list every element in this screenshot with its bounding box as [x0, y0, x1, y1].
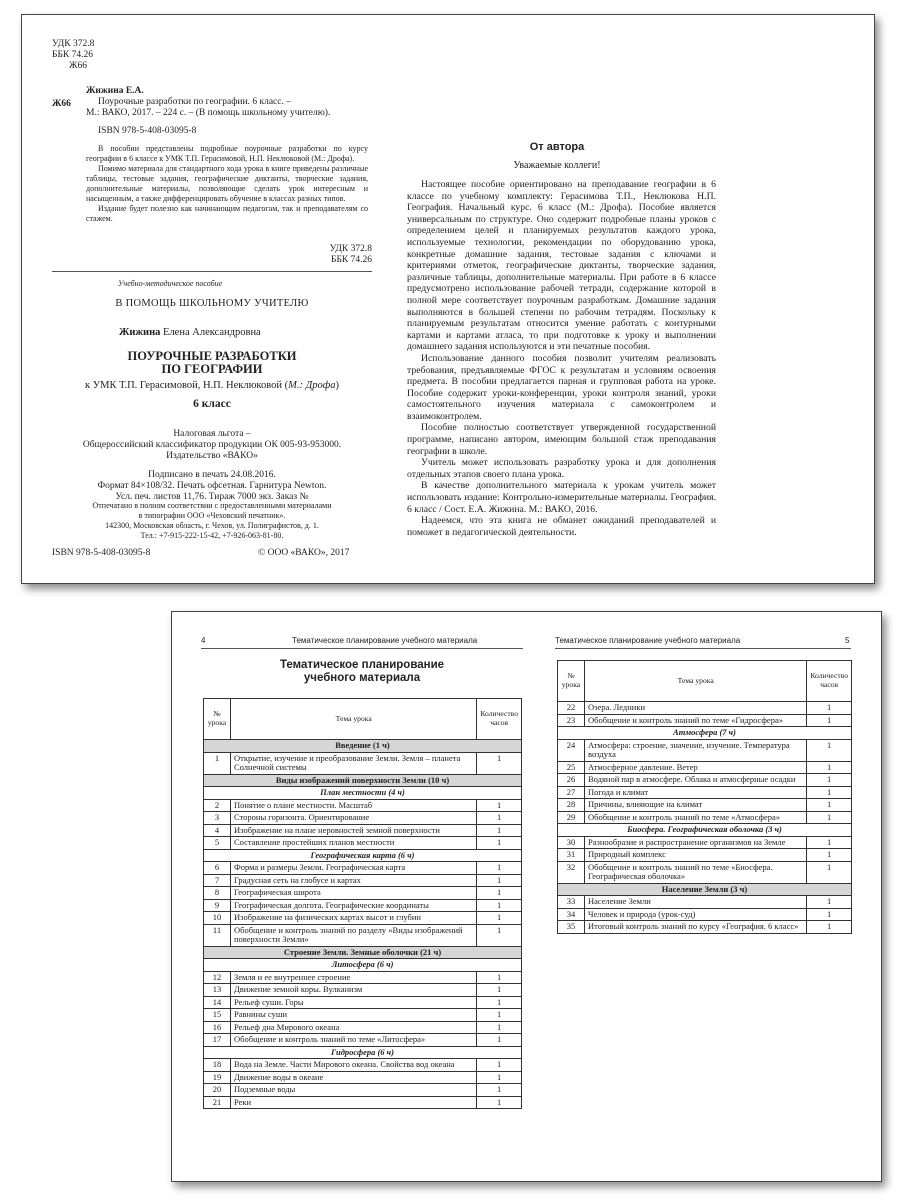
table-row: [204, 874, 522, 887]
preface-paragraph: Надеемся, что эта книга не обманет ожиданий преподавателей и поможет в педагогической деятельности.: [407, 515, 716, 538]
imprint-line-2: Общероссийский классификатор продукции ОК 005-93-953000.: [82, 440, 342, 450]
umk-prefix: к УМК Т.П. Герасимовой, Н.П. Неклюковой (: [84, 380, 289, 391]
running-head-rule-left: [201, 648, 523, 649]
lesson-number: 8: [204, 887, 231, 900]
subsection-header-row: [558, 727, 852, 740]
subsection-title: План местности (4 ч): [204, 787, 522, 800]
planning-title-line-1: Тематическое планирование: [279, 659, 445, 671]
lesson-topic: Движение земной коры. Вулканизм: [231, 984, 477, 997]
table-row: [204, 752, 522, 774]
lesson-hours: 1: [477, 812, 522, 825]
table-row: [558, 774, 852, 787]
bbk-right-code: ББК 74.26: [331, 255, 372, 265]
col-header-topic: Тема урока: [585, 661, 807, 702]
lesson-number: 32: [558, 861, 585, 883]
table-row: [204, 1084, 522, 1097]
table-row: [558, 714, 852, 727]
lesson-number: 33: [558, 896, 585, 909]
lesson-topic: Составление простейших планов местности: [231, 837, 477, 850]
preface-paragraph: Настоящее пособие ориентировано на преподавание географии в 6 классе по учебному комплекту: Герасимова Т.П., Неклюкова Н.П. География. Начальный курс. 6 класс (М.: Дрофа). Пособие является универсальным по структуре. Оно содержит подробные планы уроков с определением целей и планируемых результатов каждого урока, используемые технологии, рекомендации по оборудованию урока, конкретные домашние задания, тестовые задания с ключами и критериями отметок, географические диктанты, творческие задания, различные таблицы, дополнительные материалы. При работе в 6 классе предусмотрено использование рабочей тетради, содержание которой в полной мере соответствует поурочным разработкам. Домашние задания выполняются в большей степени по рабочим тетрадям. Поскольку к планируемым результатам относится умение работать с контурными картами и картами атласа, то при подготовке к уроку и выполнении домашнего задания используются и эти печатные пособия.: [407, 179, 716, 353]
lesson-topic: Обобщение и контроль знаний по теме «Биосфера. Географическая оболочка»: [585, 861, 807, 883]
lesson-hours: 1: [807, 714, 852, 727]
col-header-number: № урока: [204, 699, 231, 740]
lesson-number: 34: [558, 908, 585, 921]
divider: [52, 271, 372, 272]
subsection-header-row: [204, 959, 522, 972]
table-row: [204, 824, 522, 837]
planning-table-left: [203, 698, 522, 1109]
table-row: [558, 761, 852, 774]
lesson-hours: 1: [477, 899, 522, 912]
lesson-topic: Изображение на физических картах высот и глубин: [231, 912, 477, 925]
print-line-3: Усл. печ. листов 11,76. Тираж 7000 экз. Заказ №: [115, 492, 309, 502]
abstract-p3: Издание будет полезно как начинающим педагогам, так и преподавателям со стажем.: [86, 204, 368, 223]
grade: 6 класс: [193, 398, 231, 410]
table-row: [204, 971, 522, 984]
lesson-hours: 1: [807, 849, 852, 862]
author-surname: Жижина: [119, 327, 161, 338]
lesson-topic: Стороны горизонта. Ориентирование: [231, 812, 477, 825]
lesson-topic: Обобщение и контроль знаний по разделу «Виды изображений поверхности Земли»: [231, 924, 477, 946]
section-title: Строение Земли. Земные оболочки (21 ч): [204, 946, 522, 959]
bbk-code: ББК 74.26: [52, 50, 93, 60]
lesson-hours: 1: [477, 752, 522, 774]
lesson-number: 15: [204, 1009, 231, 1022]
page-number-left: 4: [201, 636, 206, 645]
lesson-topic: Озера. Ледники: [585, 702, 807, 715]
print-info: [52, 470, 372, 503]
lesson-topic: Атмосферное давление. Ветер: [585, 761, 807, 774]
lesson-hours: 1: [807, 921, 852, 934]
lesson-number: 11: [204, 924, 231, 946]
table-row: [558, 849, 852, 862]
lesson-number: 24: [558, 739, 585, 761]
lesson-hours: 1: [807, 702, 852, 715]
lesson-number: 30: [558, 836, 585, 849]
lesson-topic: Движение воды в океане: [231, 1071, 477, 1084]
book-spread-imprint: [21, 14, 875, 584]
table-row: [204, 996, 522, 1009]
subsection-title: Литосфера (6 ч): [204, 959, 522, 972]
table-row: [558, 836, 852, 849]
lesson-topic: Водяной пар в атмосфере. Облака и атмосферные осадки: [585, 774, 807, 787]
lesson-hours: 1: [807, 811, 852, 824]
lesson-number: 5: [204, 837, 231, 850]
isbn-top: ISBN 978-5-408-03095-8: [98, 126, 197, 136]
lesson-number: 18: [204, 1059, 231, 1072]
lesson-hours: 1: [477, 984, 522, 997]
lesson-hours: 1: [807, 908, 852, 921]
lesson-topic: Причины, влияющие на климат: [585, 799, 807, 812]
lesson-hours: 1: [477, 1059, 522, 1072]
subsection-title: Атмосфера (7 ч): [558, 727, 852, 740]
table-row: [204, 984, 522, 997]
lesson-topic: Разнообразие и распространение организмов на Земле: [585, 836, 807, 849]
lesson-hours: 1: [477, 862, 522, 875]
author-code: Ж66: [69, 61, 88, 71]
lesson-hours: 1: [807, 786, 852, 799]
lesson-hours: 1: [477, 887, 522, 900]
lesson-hours: 1: [807, 896, 852, 909]
lesson-number: 17: [204, 1034, 231, 1047]
lesson-hours: 1: [807, 799, 852, 812]
biblio-line-2: М.: ВАКО, 2017. – 224 с. – (В помощь школьному учителю).: [86, 108, 331, 118]
lesson-hours: 1: [477, 996, 522, 1009]
table-row: [204, 837, 522, 850]
subsection-header-row: [204, 787, 522, 800]
lesson-number: 9: [204, 899, 231, 912]
abstract-p1: В пособии представлены подробные поурочные разработки по курсу географии в 6 классе к УМК Т.П. Герасимовой, Н.П. Неклюковой (М.: Дрофа).: [86, 144, 368, 163]
subsection-title: Биосфера. Географическая оболочка (3 ч): [558, 824, 852, 837]
biblio-entry: [86, 86, 371, 137]
abstract: [86, 144, 368, 224]
lesson-topic: Рельеф суши. Горы: [231, 996, 477, 1009]
lesson-number: 10: [204, 912, 231, 925]
lesson-hours: 1: [477, 1071, 522, 1084]
lesson-number: 6: [204, 862, 231, 875]
copyright: © ООО «ВАКО», 2017: [258, 548, 350, 558]
lesson-topic: Изображение на плане неровностей земной поверхности: [231, 824, 477, 837]
imprint-line-1: Налоговая льгота –: [173, 429, 251, 439]
table-row: [204, 924, 522, 946]
table-row: [204, 1096, 522, 1109]
planning-title: [201, 659, 523, 685]
book-spread-planning: [171, 611, 882, 1182]
section-title: Виды изображений поверхности Земли (10 ч): [204, 774, 522, 787]
lesson-number: 13: [204, 984, 231, 997]
lesson-number: 12: [204, 971, 231, 984]
lesson-topic: Реки: [231, 1096, 477, 1109]
table-row: [558, 921, 852, 934]
lesson-number: 28: [558, 799, 585, 812]
lesson-topic: Погода и климат: [585, 786, 807, 799]
author-preface-heading: От автора: [529, 141, 585, 153]
lesson-topic: Географическая долгота. Географические координаты: [231, 899, 477, 912]
lesson-number: 1: [204, 752, 231, 774]
lesson-number: 21: [204, 1096, 231, 1109]
lesson-topic: Природный комплекс: [585, 849, 807, 862]
section-title: Введение (1 ч): [204, 740, 522, 753]
lesson-number: 3: [204, 812, 231, 825]
lesson-topic: Подземные воды: [231, 1084, 477, 1097]
subsection-header-row: [558, 824, 852, 837]
biblio-line-1: Поурочные разработки по географии. 6 класс. –: [98, 97, 291, 107]
abstract-p2: Помимо материала для стандартного хода урока в книге приведены различные таблицы, тестовые задания, географические диктанты, творческие задания, дополнительные материалы, позволяющие сделать урок интересным и насыщенным, а также дифференцировать обучение в классах разных типов.: [86, 164, 368, 203]
col-header-topic: Тема урока: [231, 699, 477, 740]
umk-suffix: ): [335, 380, 340, 391]
lesson-hours: 1: [807, 761, 852, 774]
lesson-hours: 1: [477, 1096, 522, 1109]
lesson-topic: Обобщение и контроль знаний по теме «Гидросфера»: [585, 714, 807, 727]
lesson-hours: 1: [477, 1021, 522, 1034]
print-line-2: Формат 84×108/32. Печать офсетная. Гарнитура Newton.: [97, 481, 327, 491]
umk-line: [52, 380, 372, 392]
udk-block: [52, 39, 112, 72]
lesson-topic: Понятие о плане местности. Масштаб: [231, 799, 477, 812]
printer-line-3: 142300, Московская область, г. Чехов, ул. Полиграфистов, д. 1.: [105, 521, 319, 530]
lesson-topic: Обобщение и контроль знаний по теме «Атмосфера»: [585, 811, 807, 824]
lesson-number: 7: [204, 874, 231, 887]
lesson-hours: 1: [477, 924, 522, 946]
book-title: [52, 350, 372, 376]
lesson-number: 35: [558, 921, 585, 934]
lesson-topic: Географическая широта: [231, 887, 477, 900]
preface-paragraph: Использование данного пособия позволит учителям реализовать требования, предъявляемые ФГОС к результатам и условиям освоения предмета. В пособии предлагается парная и групповая работа на уроке. Пособие содержит уроки-конференции, уроки контроля знаний, уроки самостоятельного изучения материала с самоконтролем и взаимоконтролем.: [407, 352, 716, 422]
lesson-topic: Земля и ее внутреннее строение: [231, 971, 477, 984]
author-full-name: [119, 327, 261, 339]
col-header-number: № урока: [558, 661, 585, 702]
col-header-hours: Количество часов: [807, 661, 852, 702]
greeting: Уважаемые коллеги!: [513, 160, 601, 171]
lesson-hours: 1: [477, 874, 522, 887]
table-row: [204, 912, 522, 925]
author-preface-body: [407, 179, 716, 538]
lesson-topic: Форма и размеры Земли. Географическая карта: [231, 862, 477, 875]
lesson-topic: Человек и природа (урок-суд): [585, 908, 807, 921]
imprint-line-3: Издательство «ВАКО»: [166, 451, 258, 461]
table-row: [558, 908, 852, 921]
section-header-row: [204, 740, 522, 753]
table-row: [204, 1009, 522, 1022]
lesson-topic: Итоговый контроль знаний по курсу «География. 6 класс»: [585, 921, 807, 934]
lesson-hours: 1: [807, 774, 852, 787]
lesson-number: 20: [204, 1084, 231, 1097]
table-row: [204, 1071, 522, 1084]
table-row: [558, 811, 852, 824]
preface-paragraph: Пособие полностью соответствует утвержденной государственной программе, написано автором, имеющим большой стаж преподавания географии в школе.: [407, 422, 716, 457]
lesson-number: 29: [558, 811, 585, 824]
table-row: [204, 812, 522, 825]
page-number-right: 5: [845, 636, 850, 645]
series: В ПОМОЩЬ ШКОЛЬНОМУ УЧИТЕЛЮ: [115, 298, 309, 309]
subsection-header-row: [204, 1046, 522, 1059]
lesson-hours: 1: [477, 1084, 522, 1097]
subsection-header-row: [204, 849, 522, 862]
lesson-hours: 1: [477, 1034, 522, 1047]
running-head-left: Тематическое планирование учебного материала: [292, 636, 478, 645]
section-title: Население Земли (3 ч): [558, 883, 852, 896]
running-head-rule-right: [555, 648, 851, 649]
isbn-bottom: ISBN 978-5-408-03095-8: [52, 548, 151, 558]
print-line-1: Подписано в печать 24.08.2016.: [148, 470, 276, 480]
book-title-line-1: ПОУРОЧНЫЕ РАЗРАБОТКИ: [127, 349, 297, 363]
lesson-number: 4: [204, 824, 231, 837]
printer-line-4: Тел.: +7-915-222-15-42, +7-926-063-81-80.: [140, 531, 284, 540]
lesson-topic: Население Земли: [585, 896, 807, 909]
section-header-row: [558, 883, 852, 896]
lesson-hours: 1: [477, 1009, 522, 1022]
planning-title-line-2: учебного материала: [303, 672, 421, 684]
udk-right: [282, 244, 372, 266]
running-head-right: Тематическое планирование учебного материала: [555, 636, 741, 645]
col-header-hours: Количество часов: [477, 699, 522, 740]
lesson-hours: 1: [477, 912, 522, 925]
biblio-author: Жижина Е.А.: [86, 86, 144, 96]
table-row: [558, 702, 852, 715]
lesson-topic: Атмосфера: строение, значение, изучение. Температура воздуха: [585, 739, 807, 761]
lesson-topic: Градусная сеть на глобусе и картах: [231, 874, 477, 887]
lesson-number: 26: [558, 774, 585, 787]
lesson-hours: 1: [477, 837, 522, 850]
table-row: [204, 799, 522, 812]
table-row: [204, 1059, 522, 1072]
umk-publisher: М.: Дрофа: [288, 380, 336, 391]
planning-table-right: [557, 660, 852, 934]
lesson-hours: 1: [807, 739, 852, 761]
lesson-hours: 1: [807, 861, 852, 883]
lesson-hours: 1: [477, 824, 522, 837]
printer-info: [52, 501, 372, 541]
lesson-topic: Обобщение и контроль знаний по теме «Литосфера»: [231, 1034, 477, 1047]
table-row: [558, 786, 852, 799]
lesson-hours: 1: [807, 836, 852, 849]
lesson-number: 25: [558, 761, 585, 774]
lesson-number: 2: [204, 799, 231, 812]
lesson-topic: Открытие, изучение и преобразование Земли. Земля – планета Солнечной системы: [231, 752, 477, 774]
table-row: [204, 887, 522, 900]
lesson-topic: Вода на Земле. Части Мирового океана. Свойства вод океана: [231, 1059, 477, 1072]
lesson-hours: 1: [477, 971, 522, 984]
preface-paragraph: В качестве дополнительного материала к урокам учитель может использовать издание: Контрольно-измерительные материалы. География. 6 класс / Сост. Е.А. Жижина. М.: ВАКО, 2016.: [407, 480, 716, 515]
lesson-number: 22: [558, 702, 585, 715]
table-row: [558, 739, 852, 761]
lesson-number: 19: [204, 1071, 231, 1084]
lesson-topic: Рельеф дна Мирового океана: [231, 1021, 477, 1034]
imprint-tax: [52, 429, 372, 462]
book-title-line-2: ПО ГЕОГРАФИИ: [161, 362, 263, 376]
section-header-row: [204, 946, 522, 959]
table-row: [558, 896, 852, 909]
table-row: [558, 861, 852, 883]
lesson-number: 14: [204, 996, 231, 1009]
genre: Учебно-методическое пособие: [118, 279, 223, 288]
lesson-hours: 1: [477, 799, 522, 812]
lesson-number: 23: [558, 714, 585, 727]
preface-paragraph: Учитель может использовать разработку урока и для дополнения отдельных этапов своего плана урока.: [407, 457, 716, 480]
table-row: [204, 899, 522, 912]
udk-code: УДК 372.8: [52, 39, 95, 49]
section-header-row: [204, 774, 522, 787]
lesson-number: 31: [558, 849, 585, 862]
author-code-side: Ж66: [52, 99, 71, 109]
printer-line-2: в типографии ООО «Чеховский печатник».: [138, 511, 286, 520]
lesson-number: 16: [204, 1021, 231, 1034]
udk-right-code: УДК 372.8: [329, 244, 372, 254]
lesson-number: 27: [558, 786, 585, 799]
table-row: [204, 1034, 522, 1047]
table-row: [204, 1021, 522, 1034]
subsection-title: Гидросфера (6 ч): [204, 1046, 522, 1059]
subsection-title: Географическая карта (6 ч): [204, 849, 522, 862]
table-row: [204, 862, 522, 875]
printer-line-1: Отпечатано в полном соответствии с предоставленными материалами: [92, 501, 332, 510]
lesson-topic: Равнины суши: [231, 1009, 477, 1022]
author-given: Елена Александровна: [160, 327, 261, 338]
table-row: [558, 799, 852, 812]
